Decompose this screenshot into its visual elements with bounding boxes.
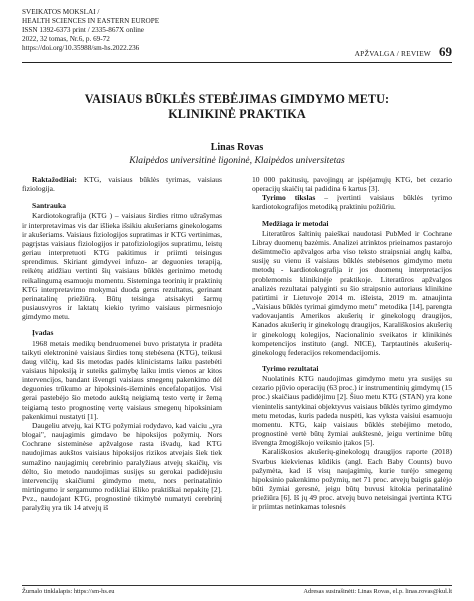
header-rule xyxy=(22,62,452,63)
summary-heading: Santrauka xyxy=(32,201,66,211)
journal-website[interactable]: Žurnalo tinklalapis: https://sm-hs.eu xyxy=(22,588,115,595)
correspondence-address[interactable]: Adresas susirašinėti: Linas Rovas, el.p. linas.rovas@kul.lt xyxy=(303,588,452,595)
aim-paragraph xyxy=(252,193,452,211)
keywords xyxy=(22,175,222,193)
results-heading: Tyrimo rezultatai xyxy=(262,363,319,373)
journal-info xyxy=(22,8,252,53)
left-column xyxy=(22,175,222,512)
page-number: 69 xyxy=(439,44,452,59)
keywords-text: KTG, vaisiaus būklės tyrimas, vaisiaus fiziologija. xyxy=(22,175,222,194)
methods-heading: Medžiaga ir metodai xyxy=(262,218,329,228)
intro-continuation: 10 000 pakitusių, pavojingų ar įspėjamųjų KTG, bet cezario operacijų skaičių tai padidina 6 kartus [3]. xyxy=(252,175,452,194)
intro-paragraph-2: Daugeliu atvejų, kai KTG požymiai rodydavo, kad vaiciu „yra blogai", naujagimis gimdavo be hipoksijos požymių. Nors Cochrane sisteminėse apžvalgose rasta išvadų, kad KTG naudojimas aukštos vaisiaus hipoksijos rizikos atvejais šiek tiek sumažino naujagimių cerebrinio paralyžiaus atvejų skaičių, vis dėlto, šio metodo naudojimas susijęs su gerokai padidėjusiu intervencijų skaičiumi gimdymo metu, nors perinatalinio mirtingumo ir sergamumo rodikliai išliko praktiškai nepakitę [2]. Pvz., naudojant KTG, prognostinė tikimybė numatyti cerebrinį paralyžių yra tik 14 atvejų iš xyxy=(22,420,222,513)
keywords-label: Raktažodžiai: xyxy=(32,175,77,184)
footer-rule xyxy=(22,585,452,586)
journal-name-lt: SVEIKATOS MOKSLAI / xyxy=(22,8,100,16)
results-paragraph-1: Nuolatinės KTG naudojimas gimdymo metu yra susijęs su cezario pjūvio operacijų (63 proc.) ir instrumentinių gimdymų (15 proc.) skaičiaus padidėjimu [2]. Šiuo metu KTG (STAN) yra kone vienintelis santykinai objektyvus vaisiaus būklės tyrimo gimdymo metu metodas, kuris padeda nuspėti, kas vyksta vaisiui esamuoju momentu. KTG, kaip vaisiaus būklės stebėjimo metodo, prognostinė vertė būtų žymiai aukštesnė, jeigu vertinime būtų išvengta žmogiškojo veiksnio įtakos [5]. xyxy=(252,374,452,448)
title-line-2: KLINIKINĖ PRAKTIKA xyxy=(168,107,306,121)
intro-paragraph-1: 1968 metais medikų bendruomenei buvo pristatyta ir pradėta taikyti elektroninė vaisiaus širdies tonų stebėsena (KTG), teikusi daug vilčių, kad šis metodas padės klinicistams laiku pastebėti vaisiaus hipoksiją ir suteiks galimybę laiku imtis vienos ar kitos intervencijos, bandant išvengti vaisiaus smegenų pakenkimo dėl deguonies trūkumo ar hipoksinės-išeminės encefalopatijos. Visi gerai pastebėjo šio metodo aukštą neigiamą testo vertę ir žemą teigiamą testo prognostinę vertę vaisiaus smegenų hipoksiniam pakenkimui nustatyti [1]. xyxy=(22,338,222,421)
author-affiliation: Klaipėdos universitinė ligoninė, Klaipėdos universitetas xyxy=(129,155,345,166)
aim-text: – įvertinti vaisiaus būklės tyrimo kardiotokografijos metodiką praktiniu požiūriu. xyxy=(252,193,452,212)
results-paragraph-2: Karališkosios akušerių-ginekologų draugijos raporte (2018) Svarbus kiekvienas kūdikis (angl. Each Baby Counts) buvo pažymėta, kad iš visų naujagimių, kurie turėjo smegenų hipoksinio pakenkimo požymių, net 71 proc. atvejų baigtis galėjo būti žymiai geresnė, jeigu būtų buvusi kitokia perinatalinė priežiūra [6]. Iš jų 49 proc. atvejų buvo neteisingai įvertinta KTG ir priimtas netinkamas tolesnės xyxy=(252,447,452,512)
doi-link[interactable]: https://doi.org/10.35988/sm-hs.2022.236 xyxy=(22,44,140,52)
methods-text: Literatūros šaltinių paieškai naudotasi PubMed ir Cochrane Libray duomenų bazėmis. Analizei atrinktos prieinamos pastarojo dešimtmečio apžvalgos arba viso teksto straipsniai anglų kalba, susiję su vienu iš vaisiaus būklės stebėsenos gimdymo metu metodų - kardiotokografija ir jos duomenų interpretacijos problemomis klinikinėje praktikoje. Literatūros apžvalgos analizės rezultatai palyginti su šio straipsnio autoriaus klinikine patirtimi ir Lietuvoje 2014 m. išleista, 2019 m. atnaujinta „Vaisiaus būklės tyrimai gimdymo metu" metodika [14], parengta vadovaujantis Amerikos akušerių ir ginekologų draugijos, Kanados akušerių ir ginekologų draugijos, Karališkosios akušerių ir ginekologų kolegijos, Nacionalinio sveikatos ir klinikinės kompetencijos institutо (angl. NICE), Tarptautinės akušerių-ginekologų federacijos rekomendacijomis. xyxy=(252,228,452,357)
title-line-1: VAISIAUS BŪKLĖS STEBĖJIMAS GIMDYMO METU: xyxy=(84,92,390,106)
running-header xyxy=(355,44,452,60)
intro-heading: Įvadas xyxy=(32,328,54,338)
article-title xyxy=(22,92,452,122)
summary-text: Kardiotokografija (KTG ) – vaisiaus širdies ritmo užrašymas ir interpretavimas vis dar išlieka išsikiu akušeriams ginekologams ir akušeriams. Vaisiaus fiziologijos supratimas ir KTG vertinimas, pagrįstas vaisiaus fiziologijos ir patofiziologijos supratimu, leistų geriau interpretuoti KTG pakitimus ir priimti teisingus sprendimus. Skiriant gimdyvei infuzo- ar deguonies terapiją, reikėtų atidžiau vertinti šių vaisiaus būklės gerinimo metodų reikalingumą esamuoju momentu. Sisteminga teorinių ir praktinių KTG interpretavimo mokymai duoda gerus rezultatus, gerinant perinatalinę priežiūrą. Būtų teisinga atsisakyti šarmų pusiausvyros ir laktatų kiekio tyrimo vaisiaus pirmesniojo gimdymo metu. xyxy=(22,211,222,322)
section-label: APŽVALGA / REVIEW xyxy=(354,49,431,58)
journal-name-en: HEALTH SCIENCES IN EASTERN EUROPE xyxy=(22,17,160,25)
right-column xyxy=(252,175,452,511)
issn: ISSN 1392-6373 print / 2335-867X online xyxy=(22,26,144,34)
author-name: Linas Rovas xyxy=(210,142,264,153)
aim-label: Tyrimo tikslas xyxy=(262,193,316,203)
volume-issue: 2022, 32 tomas, Nr.6, p. 69-72 xyxy=(22,35,110,43)
